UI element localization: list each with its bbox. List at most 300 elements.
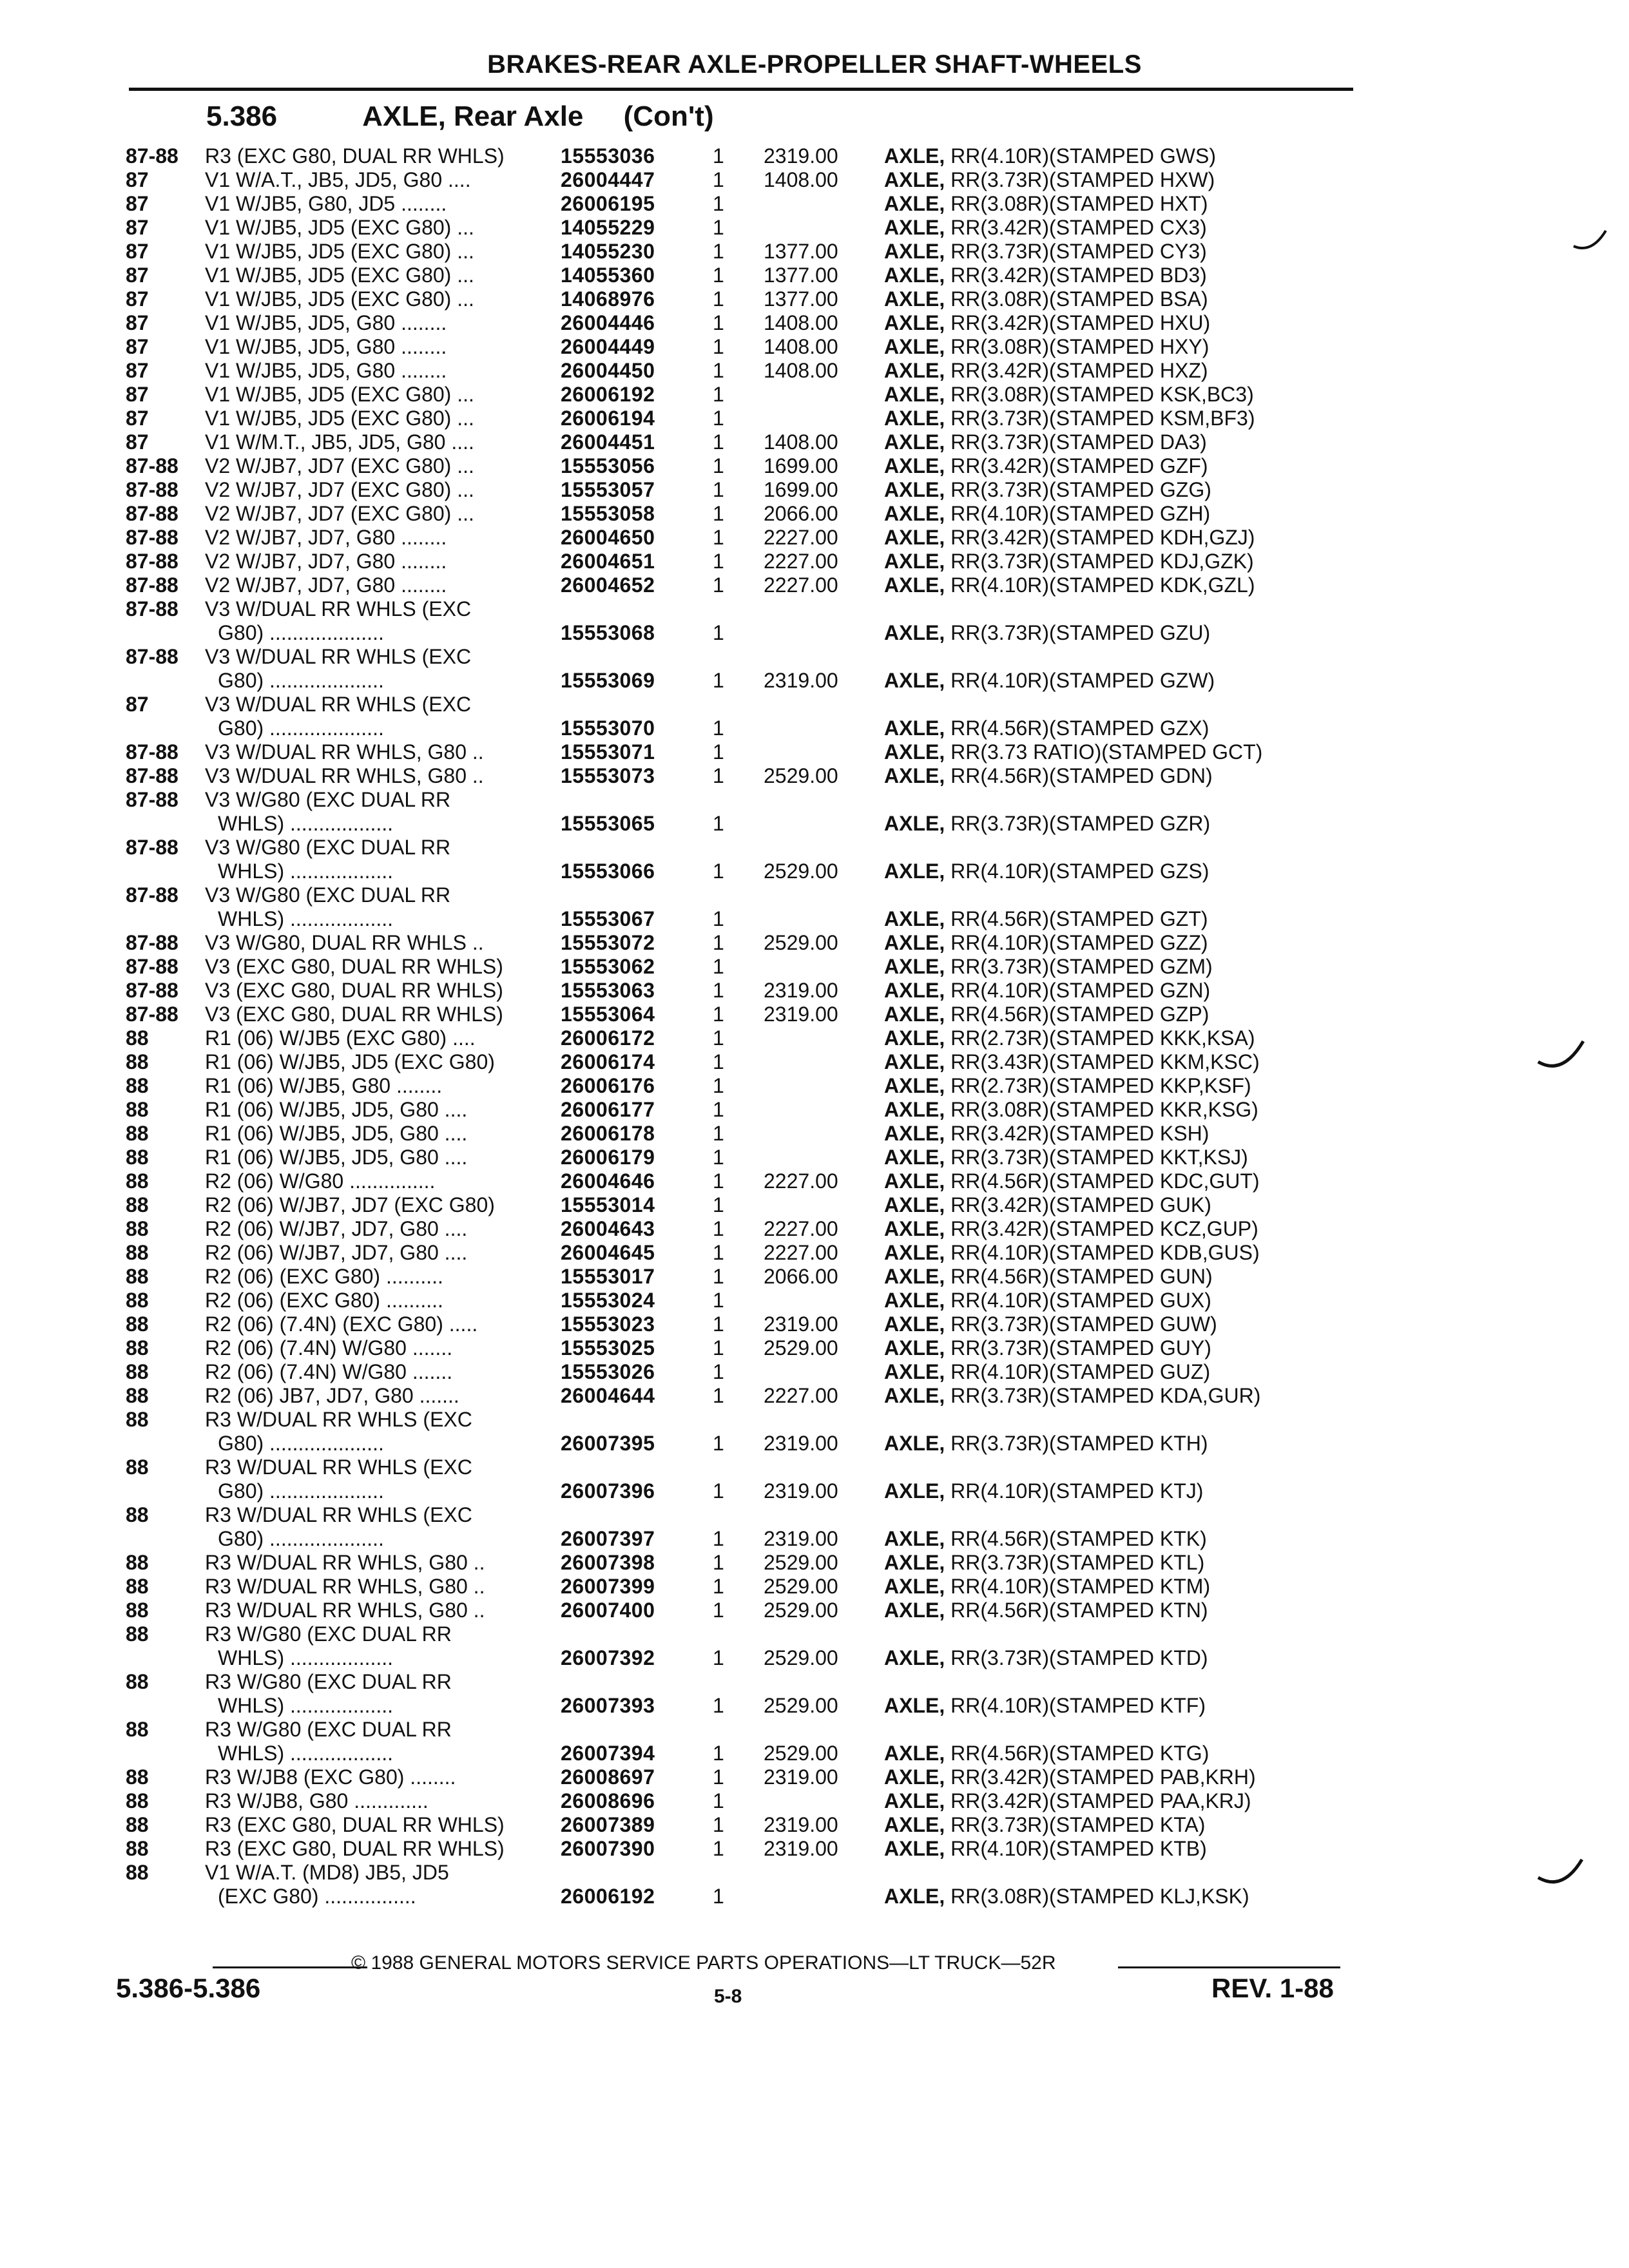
check-mark-3 — [1537, 1856, 1588, 1894]
row-part-axle-label: AXLE, — [884, 1336, 945, 1360]
row-year: 88 — [126, 1718, 149, 1741]
row-part-name — [884, 454, 1208, 478]
row-price: 1377.00 — [764, 287, 838, 311]
row-part-axle-label: AXLE, — [884, 168, 945, 191]
row-year: 87-88 — [126, 1003, 178, 1026]
row-part-number: 15553023 — [561, 1312, 655, 1336]
table-row — [0, 192, 1629, 216]
row-part-axle-label: AXLE, — [884, 216, 945, 239]
row-part-number: 26007394 — [561, 1742, 655, 1765]
row-quantity: 1 — [713, 478, 724, 501]
footer-section-range: 5.386-5.386 — [116, 1973, 261, 2003]
row-year: 88 — [126, 1074, 149, 1097]
row-part-detail: RR(3.42R)(STAMPED BD3) — [945, 264, 1207, 287]
row-part-axle-label: AXLE, — [884, 359, 945, 382]
row-part-detail: RR(3.73R)(STAMPED KSM,BF3) — [945, 407, 1255, 430]
row-part-name — [884, 287, 1208, 311]
row-part-detail: RR(3.43R)(STAMPED KKM,KSC) — [945, 1050, 1260, 1073]
table-row — [0, 836, 1629, 860]
row-quantity: 1 — [713, 430, 724, 454]
row-part-number: 26006192 — [561, 383, 655, 406]
section-continued: (Con't) — [623, 101, 714, 132]
row-description: R3 W/DUAL RR WHLS, G80 .. — [205, 1575, 485, 1598]
table-row — [0, 931, 1629, 955]
row-description: V3 W/G80 (EXC DUAL RR — [205, 836, 451, 859]
row-part-name — [884, 264, 1207, 287]
row-part-number: 14055230 — [561, 240, 655, 263]
row-quantity: 1 — [713, 311, 724, 334]
row-part-name — [884, 1479, 1203, 1503]
table-row — [0, 1026, 1629, 1050]
row-part-axle-label: AXLE, — [884, 669, 945, 692]
row-part-axle-label: AXLE, — [884, 1694, 945, 1717]
row-year: 88 — [126, 1289, 149, 1312]
row-part-detail: RR(3.73R)(STAMPED KTA) — [945, 1813, 1206, 1836]
row-part-name — [884, 216, 1207, 240]
row-description: R3 W/G80 (EXC DUAL RR — [205, 1670, 452, 1693]
row-year: 88 — [126, 1670, 149, 1693]
row-description: R3 W/DUAL RR WHLS (EXC — [205, 1456, 472, 1479]
table-row — [0, 526, 1629, 550]
row-quantity: 1 — [713, 1479, 724, 1503]
row-description: V3 W/DUAL RR WHLS (EXC — [205, 597, 472, 620]
table-row — [0, 764, 1629, 788]
row-year: 88 — [126, 1384, 149, 1407]
row-quantity: 1 — [713, 1312, 724, 1336]
row-part-detail: RR(4.10R)(STAMPED GZH) — [945, 502, 1211, 525]
row-description: V2 W/JB7, JD7 (EXC G80) ... — [205, 502, 474, 525]
row-year: 87 — [126, 192, 149, 215]
row-quantity: 1 — [713, 1599, 724, 1622]
row-price: 1408.00 — [764, 311, 838, 334]
row-quantity: 1 — [713, 1122, 724, 1145]
row-description: R1 (06) W/JB5, G80 ........ — [205, 1074, 443, 1097]
row-year: 88 — [126, 1312, 149, 1336]
row-part-name — [884, 1765, 1256, 1789]
table-row — [0, 383, 1629, 407]
row-part-axle-label: AXLE, — [884, 1169, 945, 1193]
row-part-axle-label: AXLE, — [884, 1050, 945, 1073]
row-year: 87-88 — [126, 788, 178, 811]
row-description: R2 (06) W/G80 ............... — [205, 1169, 436, 1193]
table-row — [0, 335, 1629, 359]
row-description: R2 (06) W/JB7, JD7, G80 .... — [205, 1241, 468, 1264]
row-price: 2529.00 — [764, 1599, 838, 1622]
row-description: R2 (06) JB7, JD7, G80 ....... — [205, 1384, 459, 1407]
row-quantity: 1 — [713, 1336, 724, 1360]
row-part-number: 14055229 — [561, 216, 655, 239]
row-description: V1 W/JB5, JD5 (EXC G80) ... — [205, 407, 474, 430]
row-part-axle-label: AXLE, — [884, 907, 945, 930]
row-year: 87-88 — [126, 836, 178, 859]
section-number: 5.386 — [206, 101, 278, 132]
row-price: 2319.00 — [764, 1432, 838, 1455]
row-quantity: 1 — [713, 287, 724, 311]
row-part-name — [884, 1241, 1260, 1265]
row-part-axle-label: AXLE, — [884, 1646, 945, 1669]
row-part-axle-label: AXLE, — [884, 1527, 945, 1550]
row-price: 2319.00 — [764, 1003, 838, 1026]
row-part-number: 26006179 — [561, 1146, 655, 1169]
row-description: R3 W/JB8 (EXC G80) ........ — [205, 1765, 456, 1789]
table-row — [0, 144, 1629, 168]
row-part-number: 26006194 — [561, 407, 655, 430]
row-description: V2 W/JB7, JD7 (EXC G80) ... — [205, 478, 474, 501]
row-quantity: 1 — [713, 144, 724, 168]
row-part-axle-label: AXLE, — [884, 955, 945, 978]
row-description: G80) .................... — [218, 621, 384, 644]
row-price: 2529.00 — [764, 1336, 838, 1360]
row-quantity: 1 — [713, 264, 724, 287]
row-part-detail: RR(4.10R)(STAMPED KTJ) — [945, 1479, 1204, 1503]
footer-rule-right — [1118, 1966, 1340, 1968]
row-part-axle-label: AXLE, — [884, 979, 945, 1002]
row-part-number: 26007392 — [561, 1646, 655, 1669]
table-row — [0, 1646, 1629, 1670]
table-row — [0, 264, 1629, 287]
row-part-number: 26007393 — [561, 1694, 655, 1717]
row-quantity: 1 — [713, 1837, 724, 1860]
row-price: 2227.00 — [764, 573, 838, 597]
row-year: 88 — [126, 1122, 149, 1145]
table-row — [0, 1003, 1629, 1026]
row-part-name — [884, 430, 1207, 454]
row-part-axle-label: AXLE, — [884, 1146, 945, 1169]
row-quantity: 1 — [713, 1813, 724, 1836]
row-description: R1 (06) W/JB5, JD5 (EXC G80) — [205, 1050, 495, 1073]
row-quantity: 1 — [713, 383, 724, 406]
table-row — [0, 407, 1629, 430]
row-part-detail: RR(3.73R)(STAMPED GUY) — [945, 1336, 1211, 1360]
row-part-number: 15553056 — [561, 454, 655, 477]
row-part-detail: RR(4.56R)(STAMPED KTK) — [945, 1527, 1207, 1550]
row-price: 2529.00 — [764, 764, 838, 787]
row-part-axle-label: AXLE, — [884, 502, 945, 525]
row-part-detail: RR(4.10R)(STAMPED GUX) — [945, 1289, 1211, 1312]
row-part-number: 26004652 — [561, 573, 655, 597]
row-part-axle-label: AXLE, — [884, 1289, 945, 1312]
row-part-name — [884, 955, 1213, 979]
row-part-axle-label: AXLE, — [884, 526, 945, 549]
row-description: (EXC G80) ................ — [218, 1885, 416, 1908]
row-price: 2319.00 — [764, 144, 838, 168]
row-part-axle-label: AXLE, — [884, 1193, 945, 1216]
row-part-axle-label: AXLE, — [884, 1003, 945, 1026]
row-part-name — [884, 478, 1211, 502]
row-part-name — [884, 144, 1216, 168]
row-part-name — [884, 1050, 1260, 1074]
row-year: 88 — [126, 1360, 149, 1383]
row-part-axle-label: AXLE, — [884, 1813, 945, 1836]
row-part-name — [884, 1217, 1258, 1241]
row-description: G80) .................... — [218, 716, 384, 740]
table-row — [0, 1861, 1629, 1885]
row-year: 88 — [126, 1503, 149, 1526]
row-description: R1 (06) W/JB5, JD5, G80 .... — [205, 1122, 468, 1145]
row-quantity: 1 — [713, 1289, 724, 1312]
row-price: 1699.00 — [764, 478, 838, 501]
row-price: 1377.00 — [764, 240, 838, 263]
row-part-detail: RR(3.08R)(STAMPED KSK,BC3) — [945, 383, 1254, 406]
row-description: V3 W/DUAL RR WHLS, G80 .. — [205, 764, 484, 787]
row-part-name — [884, 526, 1255, 550]
row-description: V3 (EXC G80, DUAL RR WHLS) — [205, 1003, 503, 1026]
row-part-number: 26004650 — [561, 526, 655, 549]
row-part-number: 15553069 — [561, 669, 655, 692]
table-row — [0, 1456, 1629, 1479]
row-part-axle-label: AXLE, — [884, 407, 945, 430]
row-year: 87 — [126, 383, 149, 406]
row-part-number: 15553026 — [561, 1360, 655, 1383]
row-part-axle-label: AXLE, — [884, 1599, 945, 1622]
row-description: V1 W/JB5, JD5 (EXC G80) ... — [205, 216, 474, 239]
row-year: 87 — [126, 311, 149, 334]
row-part-number: 26004651 — [561, 550, 655, 573]
row-part-number: 15553017 — [561, 1265, 655, 1288]
row-quantity: 1 — [713, 550, 724, 573]
row-description: V1 W/A.T. (MD8) JB5, JD5 — [205, 1861, 449, 1884]
table-row — [0, 860, 1629, 883]
row-price: 2529.00 — [764, 1646, 838, 1669]
row-part-name — [884, 1360, 1210, 1384]
table-row — [0, 573, 1629, 597]
row-part-detail: RR(4.10R)(STAMPED KDK,GZL) — [945, 573, 1255, 597]
row-part-number: 26007399 — [561, 1575, 655, 1598]
row-quantity: 1 — [713, 1265, 724, 1288]
table-row — [0, 1622, 1629, 1646]
row-year: 88 — [126, 1241, 149, 1264]
row-year: 88 — [126, 1026, 149, 1050]
row-part-name — [884, 1885, 1249, 1908]
row-description: R2 (06) (EXC G80) .......... — [205, 1289, 443, 1312]
table-row — [0, 430, 1629, 454]
row-quantity: 1 — [713, 621, 724, 644]
table-row — [0, 216, 1629, 240]
row-description: G80) .................... — [218, 1479, 384, 1503]
row-part-name — [884, 1432, 1208, 1456]
row-price: 2319.00 — [764, 1312, 838, 1336]
row-year: 87-88 — [126, 979, 178, 1002]
row-part-detail: RR(4.56R)(STAMPED KDC,GUT) — [945, 1169, 1260, 1193]
row-part-detail: RR(4.10R)(STAMPED GZN) — [945, 979, 1211, 1002]
row-description: V3 W/DUAL RR WHLS (EXC — [205, 645, 472, 668]
table-row — [0, 1074, 1629, 1098]
row-quantity: 1 — [713, 1789, 724, 1812]
row-part-name — [884, 1336, 1211, 1360]
row-year: 88 — [126, 1146, 149, 1169]
row-part-name — [884, 573, 1255, 597]
table-row — [0, 1885, 1629, 1908]
row-part-axle-label: AXLE, — [884, 1885, 945, 1908]
row-price: 2227.00 — [764, 1217, 838, 1240]
row-part-detail: RR(4.10R)(STAMPED KTM) — [945, 1575, 1211, 1598]
row-description: V2 W/JB7, JD7, G80 ........ — [205, 573, 447, 597]
row-description: V2 W/JB7, JD7 (EXC G80) ... — [205, 454, 474, 477]
row-part-number: 26007396 — [561, 1479, 655, 1503]
row-year: 87-88 — [126, 931, 178, 954]
row-quantity: 1 — [713, 931, 724, 954]
table-row — [0, 693, 1629, 716]
row-part-detail: RR(4.56R)(STAMPED GDN) — [945, 764, 1213, 787]
row-part-name — [884, 1575, 1210, 1599]
row-part-axle-label: AXLE, — [884, 1837, 945, 1860]
row-description: R3 W/G80 (EXC DUAL RR — [205, 1622, 452, 1646]
row-description: V3 W/DUAL RR WHLS (EXC — [205, 693, 472, 716]
row-year: 87-88 — [126, 764, 178, 787]
row-year: 87-88 — [126, 526, 178, 549]
row-description: V1 W/JB5, JD5 (EXC G80) ... — [205, 264, 474, 287]
row-description: V2 W/JB7, JD7, G80 ........ — [205, 526, 447, 549]
row-part-name — [884, 1169, 1260, 1193]
row-part-detail: RR(3.73R)(STAMPED KDJ,GZK) — [945, 550, 1254, 573]
row-quantity: 1 — [713, 907, 724, 930]
row-quantity: 1 — [713, 1765, 724, 1789]
row-part-name — [884, 1122, 1209, 1146]
row-price: 2319.00 — [764, 1479, 838, 1503]
row-part-number: 26007389 — [561, 1813, 655, 1836]
row-part-detail: RR(3.42R)(STAMPED KCZ,GUP) — [945, 1217, 1258, 1240]
row-part-number: 15553068 — [561, 621, 655, 644]
row-part-detail: RR(3.73R)(STAMPED GZU) — [945, 621, 1211, 644]
row-year: 87-88 — [126, 740, 178, 764]
row-price: 2529.00 — [764, 1694, 838, 1717]
row-quantity: 1 — [713, 764, 724, 787]
row-part-number: 26004645 — [561, 1241, 655, 1264]
footer-revision: REV. 1-88 — [1211, 1973, 1334, 2003]
row-year: 88 — [126, 1837, 149, 1860]
parts-list — [0, 144, 1629, 1908]
table-row — [0, 1503, 1629, 1527]
row-part-number: 26006192 — [561, 1885, 655, 1908]
row-part-number: 15553072 — [561, 931, 655, 954]
table-row — [0, 1551, 1629, 1575]
table-row — [0, 907, 1629, 931]
row-part-axle-label: AXLE, — [884, 1312, 945, 1336]
row-year: 87-88 — [126, 955, 178, 978]
row-price: 2227.00 — [764, 526, 838, 549]
row-part-name — [884, 383, 1254, 407]
row-description: WHLS) .................. — [218, 860, 394, 883]
row-year: 87 — [126, 430, 149, 454]
row-quantity: 1 — [713, 216, 724, 239]
row-part-detail: RR(3.73R)(STAMPED GUW) — [945, 1312, 1217, 1336]
row-part-number: 15553025 — [561, 1336, 655, 1360]
row-part-name — [884, 1289, 1211, 1312]
row-part-axle-label: AXLE, — [884, 1384, 945, 1407]
table-row — [0, 1789, 1629, 1813]
row-part-axle-label: AXLE, — [884, 311, 945, 334]
row-part-number: 26006195 — [561, 192, 655, 215]
table-row — [0, 1169, 1629, 1193]
row-part-name — [884, 1527, 1207, 1551]
row-quantity: 1 — [713, 669, 724, 692]
row-price: 2319.00 — [764, 1527, 838, 1550]
row-part-name — [884, 1384, 1260, 1408]
row-part-number: 26006177 — [561, 1098, 655, 1121]
row-part-name — [884, 1265, 1213, 1289]
row-description: V1 W/JB5, JD5 (EXC G80) ... — [205, 383, 474, 406]
row-part-axle-label: AXLE, — [884, 1241, 945, 1264]
row-year: 88 — [126, 1336, 149, 1360]
footer-copyright: © 1988 GENERAL MOTORS SERVICE PARTS OPERATIONS—LT TRUCK—52R — [351, 1952, 1056, 1974]
row-part-detail: RR(3.08R)(STAMPED KLJ,KSK) — [945, 1885, 1249, 1908]
row-part-detail: RR(4.56R)(STAMPED GZP) — [945, 1003, 1210, 1026]
row-part-number: 26006178 — [561, 1122, 655, 1145]
row-description: R3 W/DUAL RR WHLS, G80 .. — [205, 1551, 485, 1574]
row-part-axle-label: AXLE, — [884, 1360, 945, 1383]
row-price: 2529.00 — [764, 1551, 838, 1574]
row-year: 87 — [126, 168, 149, 191]
row-part-name — [884, 979, 1210, 1003]
row-part-axle-label: AXLE, — [884, 1551, 945, 1574]
table-row — [0, 240, 1629, 264]
row-description: WHLS) .................. — [218, 1742, 394, 1765]
row-part-number: 26006172 — [561, 1026, 655, 1050]
row-part-detail: RR(4.56R)(STAMPED KTG) — [945, 1742, 1210, 1765]
table-row — [0, 1360, 1629, 1384]
row-part-detail: RR(3.73R)(STAMPED KTD) — [945, 1646, 1208, 1669]
row-description: V3 W/G80 (EXC DUAL RR — [205, 788, 451, 811]
row-part-detail: RR(3.73R)(STAMPED KTH) — [945, 1432, 1208, 1455]
row-description: V1 W/JB5, JD5 (EXC G80) ... — [205, 287, 474, 311]
row-price: 2529.00 — [764, 931, 838, 954]
row-part-number: 15553073 — [561, 764, 655, 787]
row-part-name — [884, 716, 1209, 740]
row-part-name — [884, 335, 1209, 359]
row-year: 87 — [126, 216, 149, 239]
row-quantity: 1 — [713, 1575, 724, 1598]
row-description: WHLS) .................. — [218, 907, 394, 930]
row-part-number: 15553070 — [561, 716, 655, 740]
row-part-number: 15553024 — [561, 1289, 655, 1312]
row-quantity: 1 — [713, 1742, 724, 1765]
row-part-number: 26004644 — [561, 1384, 655, 1407]
row-year: 87-88 — [126, 478, 178, 501]
row-quantity: 1 — [713, 1193, 724, 1216]
row-part-number: 26006176 — [561, 1074, 655, 1097]
row-part-axle-label: AXLE, — [884, 1098, 945, 1121]
row-part-name — [884, 1694, 1206, 1718]
table-row — [0, 1384, 1629, 1408]
row-part-detail: RR(2.73R)(STAMPED KKK,KSA) — [945, 1026, 1255, 1050]
row-year: 87 — [126, 335, 149, 358]
row-part-number: 26008697 — [561, 1765, 655, 1789]
row-part-axle-label: AXLE, — [884, 1217, 945, 1240]
row-part-detail: RR(4.56R)(STAMPED KTN) — [945, 1599, 1208, 1622]
table-row — [0, 311, 1629, 335]
row-year: 87 — [126, 407, 149, 430]
row-part-detail: RR(3.73R)(STAMPED KTL) — [945, 1551, 1205, 1574]
row-year: 87-88 — [126, 144, 178, 168]
row-description: R1 (06) W/JB5, JD5, G80 .... — [205, 1146, 468, 1169]
row-part-name — [884, 1646, 1208, 1670]
table-row — [0, 1336, 1629, 1360]
row-price: 2319.00 — [764, 669, 838, 692]
check-mark-2 — [1537, 1037, 1588, 1076]
row-quantity: 1 — [713, 979, 724, 1002]
page-header-title: BRAKES-REAR AXLE-PROPELLER SHAFT-WHEELS — [487, 50, 1142, 79]
row-year: 88 — [126, 1551, 149, 1574]
row-year: 88 — [126, 1265, 149, 1288]
table-row — [0, 1122, 1629, 1146]
row-part-axle-label: AXLE, — [884, 1265, 945, 1288]
row-part-number: 26007395 — [561, 1432, 655, 1455]
row-description: G80) .................... — [218, 1527, 384, 1550]
row-part-number: 26004447 — [561, 168, 655, 191]
row-quantity: 1 — [713, 1074, 724, 1097]
row-year: 87 — [126, 359, 149, 382]
row-part-axle-label: AXLE, — [884, 287, 945, 311]
